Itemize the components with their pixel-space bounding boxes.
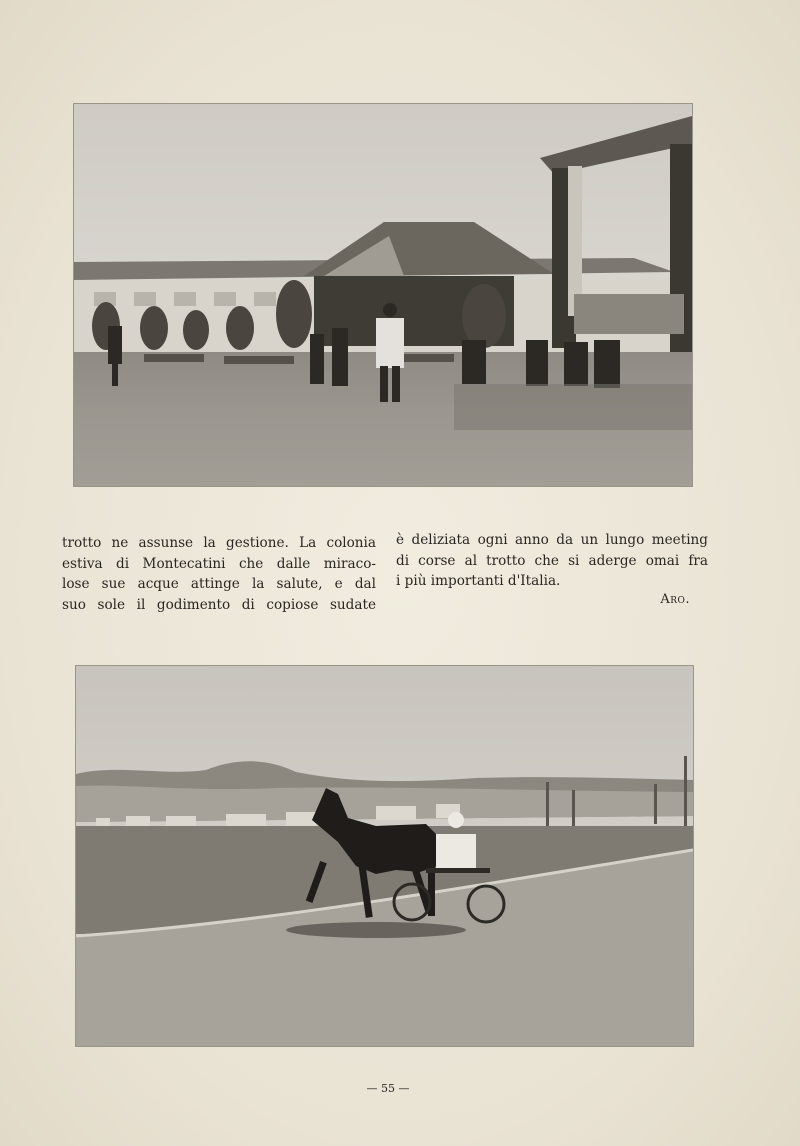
- photo-racecourse-pavilion: [74, 104, 692, 486]
- author-signature: Aro.: [660, 592, 690, 607]
- photo-trotting-horse-sulky: [76, 666, 693, 1046]
- text-line: è deliziata ogni anno da un lungo meeting: [396, 532, 708, 548]
- text-line: di corse al trotto che si aderge omai fra: [396, 552, 708, 569]
- text-line: trotto ne assunse la gestione. La colonia: [62, 535, 376, 551]
- text-line: lose sue acque attinge la salute, e dal: [62, 576, 376, 592]
- article-right-column: [396, 530, 708, 592]
- photo-racecourse-pavilion-icon: [74, 104, 692, 486]
- text-line: suo sole il godimento di copiose sudate: [62, 596, 376, 613]
- page-number: — 55 —: [366, 1082, 410, 1095]
- photo-trotting-horse-sulky-icon: [76, 666, 693, 1046]
- text-line: i più importanti d'Italia.: [396, 573, 561, 589]
- text-line: estiva di Montecatini che dalle miraco-: [62, 555, 376, 572]
- article-left-column: [62, 533, 376, 615]
